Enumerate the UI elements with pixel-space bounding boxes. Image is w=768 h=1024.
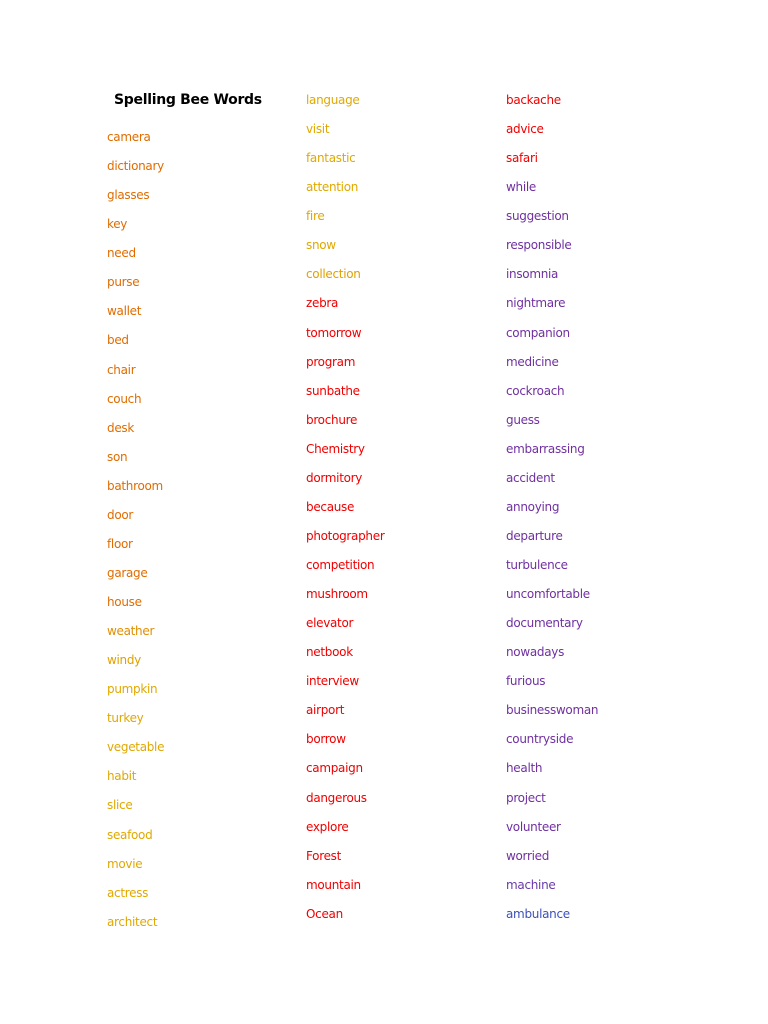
spelling-word: dangerous (306, 790, 367, 805)
spelling-word: wallet (107, 304, 142, 319)
spelling-word: turkey (107, 711, 144, 726)
spelling-word: language (306, 93, 360, 107)
spelling-word: couch (107, 391, 142, 406)
spelling-word: Chemistry (306, 441, 365, 456)
spelling-word: tomorrow (306, 325, 362, 340)
spelling-word: project (506, 790, 546, 805)
spelling-word: nowadays (506, 645, 565, 660)
spelling-word: weather (107, 624, 155, 639)
word-column-1 (107, 129, 164, 943)
spelling-word: snow (306, 238, 336, 253)
spelling-word: interview (306, 674, 359, 689)
spelling-word: program (306, 354, 356, 369)
spelling-word: seafood (107, 827, 153, 842)
spelling-word: machine (506, 877, 556, 892)
spelling-word: documentary (506, 616, 583, 631)
spelling-word: annoying (506, 499, 560, 514)
spelling-word: visit (306, 122, 330, 137)
spelling-word: sunbathe (306, 383, 360, 398)
spelling-word: bathroom (107, 478, 163, 493)
spelling-word: windy (107, 653, 141, 668)
spelling-word: explore (306, 819, 349, 834)
spelling-word: advice (506, 122, 544, 137)
spelling-word: because (306, 499, 355, 514)
spelling-word: dormitory (306, 470, 363, 485)
word-column-2 (306, 92, 384, 935)
spelling-word: campaign (306, 761, 363, 776)
spelling-word: house (107, 595, 142, 609)
spelling-word: Ocean (306, 906, 343, 921)
spelling-word: need (107, 246, 136, 261)
spelling-word: volunteer (506, 819, 561, 834)
word-column-3 (506, 92, 598, 935)
spelling-word: health (506, 761, 543, 776)
spelling-word: son (107, 449, 128, 464)
spelling-word: fantastic (306, 151, 356, 166)
spelling-word: nightmare (506, 296, 566, 311)
spelling-word: accident (506, 470, 555, 485)
spelling-word: camera (107, 130, 151, 144)
spelling-word: desk (107, 420, 135, 435)
spelling-word: medicine (506, 354, 559, 369)
spelling-word: chair (107, 362, 136, 377)
spelling-word: mushroom (306, 587, 368, 602)
spelling-word: insomnia (506, 267, 559, 282)
page-title: Spelling Bee Words (114, 92, 262, 108)
spelling-word: elevator (306, 616, 354, 631)
spelling-word: vegetable (107, 740, 165, 755)
spelling-word: while (506, 180, 536, 195)
spelling-word: actress (107, 885, 149, 900)
spelling-word: borrow (306, 732, 346, 747)
spelling-word: garage (107, 565, 148, 580)
spelling-word: habit (107, 769, 137, 784)
spelling-word: backache (506, 93, 561, 107)
spelling-word: guess (506, 412, 540, 427)
spelling-word: safari (506, 151, 538, 166)
spelling-word: worried (506, 848, 550, 863)
spelling-word: turbulence (506, 558, 568, 572)
spelling-word: movie (107, 856, 143, 871)
spelling-word: competition (306, 558, 375, 572)
spelling-word: netbook (306, 645, 353, 660)
spelling-word: Forest (306, 848, 342, 863)
spelling-word: collection (306, 267, 361, 282)
spelling-word: zebra (306, 296, 339, 311)
spelling-word: cockroach (506, 383, 565, 398)
spelling-word: slice (107, 798, 133, 813)
spelling-word: attention (306, 180, 359, 195)
spelling-word: responsible (506, 238, 572, 253)
spelling-word: mountain (306, 877, 361, 892)
spelling-word: furious (506, 674, 546, 689)
spelling-word: dictionary (107, 159, 164, 174)
spelling-word: key (107, 217, 128, 232)
spelling-word: brochure (306, 412, 358, 427)
spelling-word: embarrassing (506, 441, 585, 456)
spelling-word: countryside (506, 732, 574, 747)
spelling-word: door (107, 507, 134, 522)
spelling-word: suggestion (506, 209, 569, 224)
spelling-word: bed (107, 333, 129, 348)
spelling-word: ambulance (506, 906, 570, 921)
spelling-word: architect (107, 914, 158, 929)
spelling-word: departure (506, 528, 563, 543)
spelling-word: glasses (107, 188, 150, 203)
spelling-word: companion (506, 325, 570, 340)
spelling-word: businesswoman (506, 703, 599, 718)
spelling-word: airport (306, 703, 345, 718)
spelling-word: pumpkin (107, 682, 158, 697)
spelling-word: purse (107, 275, 140, 290)
spelling-word: fire (306, 209, 325, 224)
spelling-word: floor (107, 536, 133, 551)
spelling-word: uncomfortable (506, 587, 590, 602)
spelling-word: photographer (306, 528, 385, 543)
